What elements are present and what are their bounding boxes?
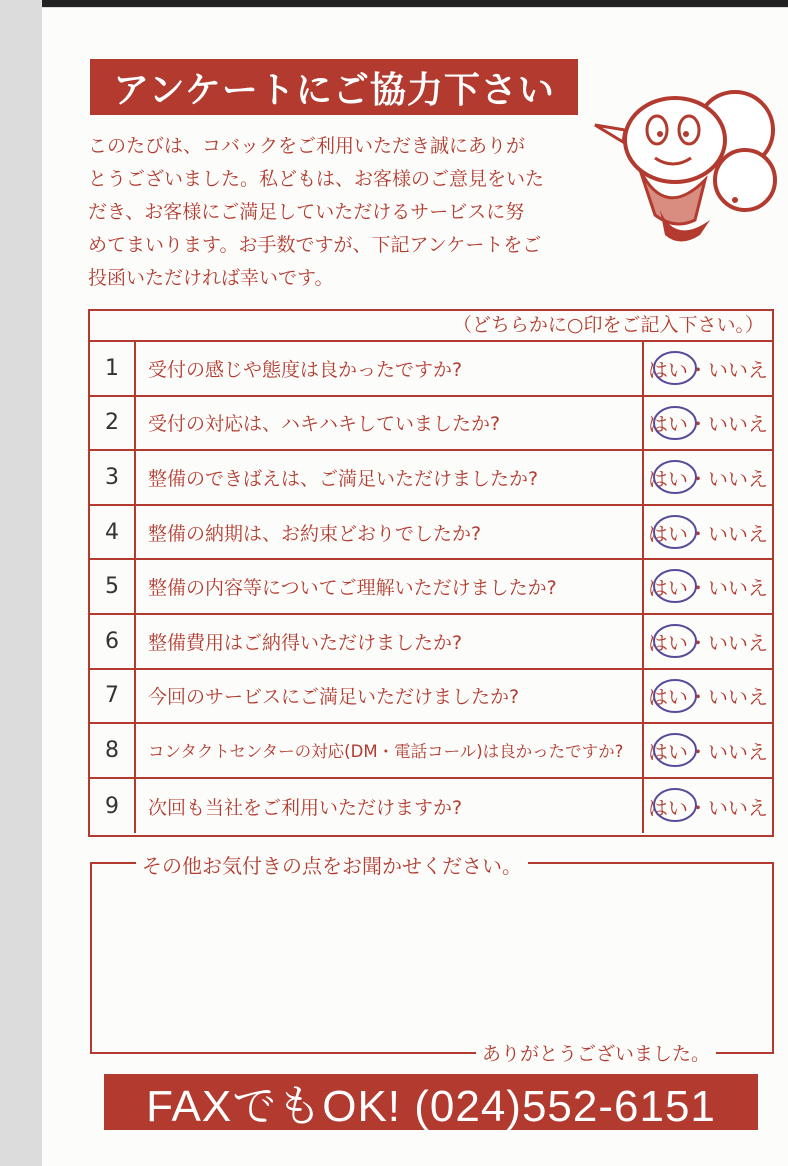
intro-text: [88, 130, 588, 295]
question-text: 受付の感じや態度は良かったですか?: [136, 342, 644, 395]
table-row: [90, 342, 772, 397]
question-text: 整備のできばえは、ご満足いただけましたか?: [136, 451, 644, 504]
question-text: 整備費用はご納得いただけましたか?: [136, 615, 644, 668]
answer-choice[interactable]: [644, 451, 772, 504]
table-row: [90, 615, 772, 670]
question-number: 2: [90, 397, 136, 450]
comments-box[interactable]: [90, 854, 774, 1065]
intro-line: とうございました。私どもは、お客様のご意見をいた: [88, 168, 545, 190]
answer-options: はい・いいえ: [648, 630, 768, 655]
question-number: 4: [90, 506, 136, 559]
answer-choice[interactable]: [644, 670, 772, 723]
answer-choice[interactable]: [644, 615, 772, 668]
table-row: [90, 724, 772, 779]
answer-options: はい・いいえ: [648, 739, 768, 764]
table-instruction: （どちらかに○印をご記入下さい。）: [90, 311, 772, 342]
question-number: 1: [90, 342, 136, 395]
table-row: [90, 397, 772, 452]
intro-line: 投函いただければ幸いです。: [88, 267, 334, 289]
question-text: 次回も当社をご利用いただけますか?: [136, 779, 644, 834]
question-number: 5: [90, 560, 136, 613]
intro-line: だき、お客様にご満足していただけるサービスに努: [88, 201, 525, 223]
thanks-text: ありがとうございました。: [476, 1039, 716, 1066]
question-number: 3: [90, 451, 136, 504]
scan-edge: [42, 0, 788, 7]
question-number: 9: [90, 779, 136, 834]
answer-choice[interactable]: [644, 342, 772, 395]
table-row: [90, 560, 772, 615]
answer-choice[interactable]: [644, 560, 772, 613]
answer-options: はい・いいえ: [648, 521, 768, 546]
page-title: アンケートにご協力下さい: [90, 59, 578, 115]
intro-line: めてまいります。お手数ですが、下記アンケートをご: [88, 234, 542, 256]
answer-options: はい・いいえ: [648, 685, 768, 710]
question-text: 整備の納期は、お約束どおりでしたか?: [136, 506, 644, 559]
comments-label: その他お気付きの点をお聞かせください。: [136, 850, 528, 879]
answer-choice[interactable]: [644, 724, 772, 777]
answer-options: はい・いいえ: [648, 795, 768, 820]
question-text: 整備の内容等についてご理解いただけましたか?: [136, 560, 644, 613]
survey-table: [88, 309, 774, 837]
answer-choice[interactable]: [644, 397, 772, 450]
table-row: [90, 670, 772, 725]
fax-banner: FAXでもOK! (024)552-6151: [104, 1074, 758, 1130]
question-text: 受付の対応は、ハキハキしていましたか?: [136, 397, 644, 450]
table-row: [90, 779, 772, 834]
answer-options: はい・いいえ: [648, 576, 768, 601]
question-number: 6: [90, 615, 136, 668]
table-row: [90, 451, 772, 506]
answer-options: はい・いいえ: [648, 357, 768, 382]
mascot-icon: [585, 70, 785, 310]
table-row: [90, 506, 772, 561]
question-number: 7: [90, 670, 136, 723]
answer-options: はい・いいえ: [648, 466, 768, 491]
question-text: コンタクトセンターの対応(DM・電話コール)は良かったですか?: [136, 724, 644, 777]
answer-options: はい・いいえ: [648, 412, 768, 437]
answer-choice[interactable]: [644, 506, 772, 559]
question-text: 今回のサービスにご満足いただけましたか?: [136, 670, 644, 723]
answer-choice[interactable]: [644, 779, 772, 834]
intro-line: このたびは、コバックをご利用いただき誠にありが: [88, 135, 526, 157]
question-number: 8: [90, 724, 136, 777]
